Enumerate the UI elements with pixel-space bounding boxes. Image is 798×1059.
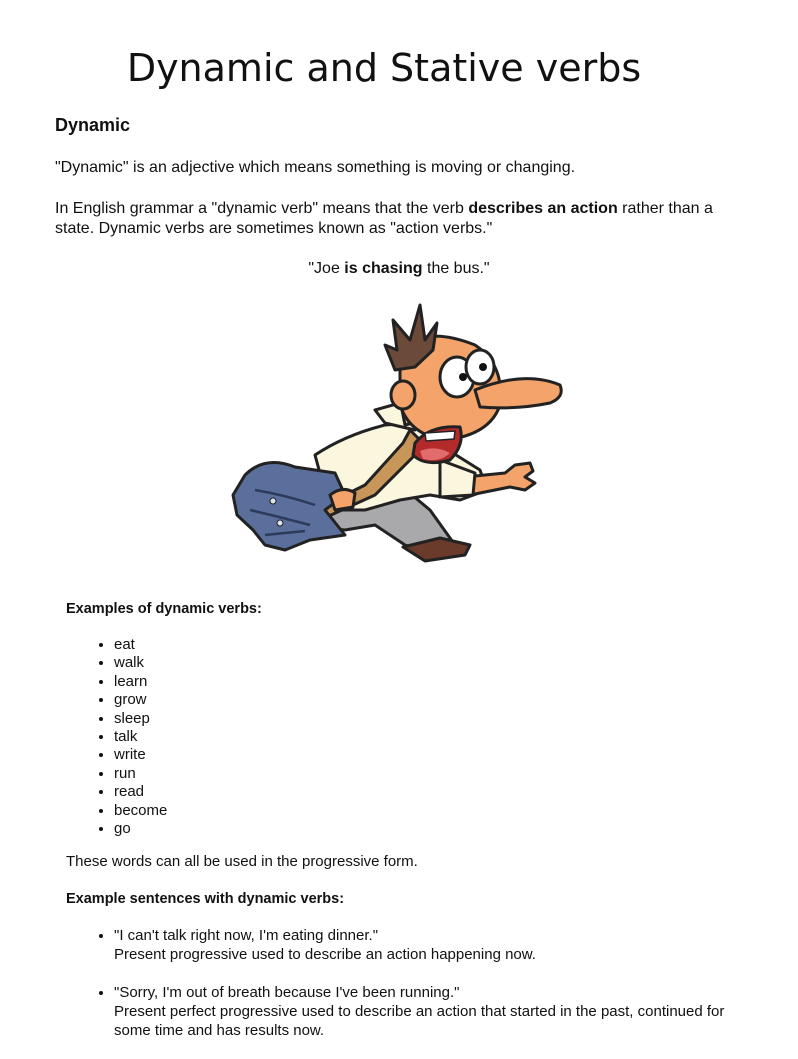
quote-after: the bus."	[422, 260, 490, 277]
list-item	[114, 926, 754, 964]
example-sentence: • "I can't talk right now, I'm eating dinner."	[114, 927, 379, 944]
grammar-paragraph	[55, 199, 725, 239]
left-hand	[330, 489, 355, 510]
list-item: • walk	[114, 654, 167, 672]
list-item	[114, 983, 754, 1040]
jacket-button-2	[277, 520, 283, 526]
running-man-illustration	[225, 295, 570, 575]
grammar-text-after: rather than a state. Dynamic verbs are sometimes known as "action verbs."	[55, 200, 713, 237]
examples-heading: Examples of dynamic verbs:	[66, 601, 262, 617]
grammar-text-before: In English grammar a "dynamic verb" means that the verb	[55, 200, 469, 217]
list-item: • write	[114, 746, 167, 764]
quote-bold: is chasing	[344, 260, 423, 277]
page-title: Dynamic and Stative verbs	[126, 46, 642, 90]
example-sentence: • "Sorry, I'm out of breath because I've been running."	[114, 984, 460, 1001]
grammar-text-bold: describes an action	[468, 200, 618, 217]
example-quote	[0, 260, 798, 278]
jacket	[233, 463, 345, 551]
verb-list	[66, 636, 167, 838]
list-item: • learn	[114, 673, 167, 691]
section-heading: Dynamic	[55, 115, 131, 135]
example-explanation: Present progressive used to describe an action happening now.	[114, 946, 536, 963]
right-pupil	[479, 363, 487, 371]
list-item: • grow	[114, 691, 167, 709]
list-item: • sleep	[114, 710, 167, 728]
jacket-button-1	[270, 498, 276, 504]
example-explanation: Present perfect progressive used to describe an action that started in the past, continued for some time and has results now.	[114, 1003, 725, 1039]
quote-before: "Joe	[308, 260, 345, 277]
list-item: • read	[114, 783, 167, 801]
definition-paragraph: "Dynamic" is an adjective which means something is moving or changing.	[55, 159, 576, 176]
list-item: • go	[114, 820, 167, 838]
list-item: • talk	[114, 728, 167, 746]
sentences-heading: Example sentences with dynamic verbs:	[66, 891, 345, 907]
example-sentence-list	[66, 926, 754, 1059]
teeth	[425, 431, 455, 441]
list-item: • eat	[114, 636, 167, 654]
progressive-note: These words can all be used in the progressive form.	[66, 853, 418, 870]
left-pupil	[459, 373, 467, 381]
list-item: • become	[114, 802, 167, 820]
list-item: • run	[114, 765, 167, 783]
ear	[391, 381, 415, 409]
